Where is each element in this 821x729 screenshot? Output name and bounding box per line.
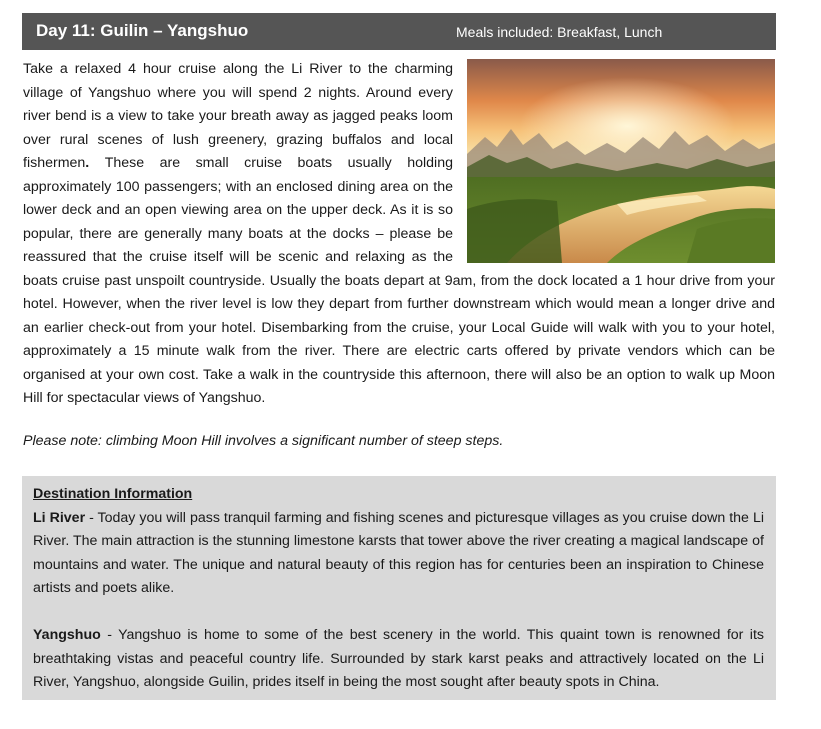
- li-river-sunset-photo: [467, 59, 775, 263]
- li-river-paragraph: Li River - Today you will pass tranquil farming and fishing scenes and picturesque villages as you cruise down the Li River. The main attraction is the stunning limestone karsts that tower above the river creating a magical landscape of mountains and water. The unique and natural beauty of this region has for centuries been an inspiration to Chinese artists and poets alike.: [33, 509, 764, 596]
- destination-heading: Destination Information: [33, 486, 193, 502]
- li-river-name: Li River: [33, 509, 86, 526]
- meals-included: Meals included: Breakfast, Lunch: [456, 24, 663, 40]
- day-header: [22, 13, 776, 50]
- destination-info-panel: [22, 476, 776, 700]
- day-title: Day 11: Guilin – Yangshuo: [36, 21, 249, 40]
- moon-hill-note: Please note: climbing Moon Hill involves a significant number of steep steps.: [23, 433, 504, 449]
- yangshuo-name: Yangshuo: [33, 627, 101, 643]
- itinerary-description: Take a relaxed 4 hour cruise along the Li River to the charming village of Yangshuo where you will spend 2 nights. Around every river bend is a view to take your breath away as jagged peaks loom over rural scenes of lush greenery, grazing buffalos and local fishermen. These are small cruise boats usually holding approximately 100 passengers; with an enclosed dining area on the lower deck and an open viewing area on the upper deck. As it is so popular, there are generally many boats at the docks – please be reassured that the cruise itself will be scenic and relaxing as the boats cruise past unspoilt countryside. Usually the boats depart at 9am, from the dock located a 1 hour drive from your hotel. However, when the river level is low they depart from further downstream which would mean a longer drive and an earlier check-out from your hotel. Disembarking from the cruise, your Local Guide will walk with you to your hotel, approximately a 15 minute walk from the river. There are electric carts offered by private vendors which can be organised at your own cost. Take a walk in the countryside this afternoon, there will also be an option to walk up Moon Hill for spectacular views of Yangshuo.: [23, 61, 775, 406]
- yangshuo-paragraph: Yangshuo - Yangshuo is home to some of the best scenery in the world. This quaint town is renowned for its breathtaking vistas and peaceful country life. Surrounded by stark karst peaks and attractively located on the Li River, Yangshuo, alongside Guilin, prides itself in being the most sought after beauty spots in China.: [33, 627, 764, 690]
